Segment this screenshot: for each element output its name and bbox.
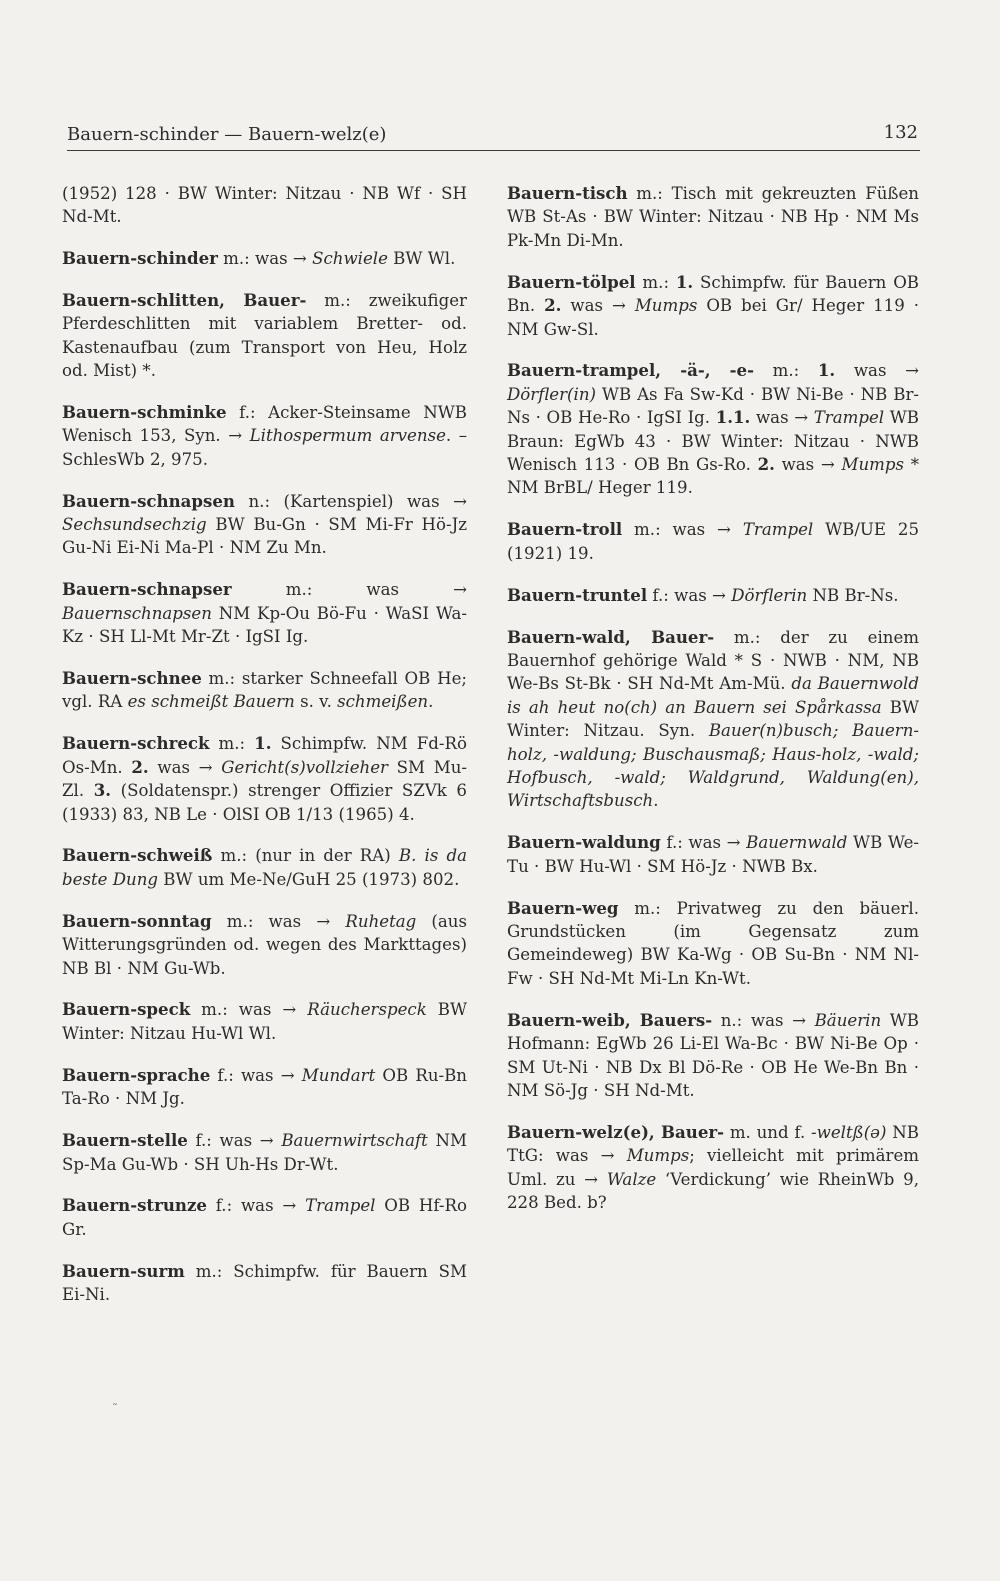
entry-text: Schimpfw. für Bauern OB Bn. — [507, 272, 919, 316]
entry-italic-text: Dörflerin — [731, 585, 808, 605]
entry-headword: Bauern-sprache — [62, 1064, 211, 1085]
entry-headword: Bauern-strunze — [62, 1195, 207, 1216]
entry-headword: 1.1. — [715, 407, 751, 428]
dictionary-entry — [62, 910, 467, 980]
dictionary-entry — [62, 289, 467, 383]
entry-text: m. und f. — [724, 1122, 812, 1142]
entry-text: m.: was → — [211, 911, 346, 931]
entry-text: OB Hf-Ro Gr. — [62, 1196, 467, 1239]
entry-headword: 1. — [254, 733, 272, 754]
entry-text: f.: was → — [660, 833, 747, 853]
entry-text: (1952) 128 · BW Winter: Nitzau · NB Wf · SH Nd-Mt. — [62, 184, 467, 227]
entry-text: m.: Privatweg zu den bäuerl. Grundstücken (im Gegensatz zum Gemeindeweg) BW Ka-Wg · OB Su-Bn · NM Nl-Fw · SH Nd-Mt Mi-Ln Kn-Wt. — [507, 898, 919, 988]
entry-text: OB bei Gr/ Heger 119 · NM Gw-Sl. — [507, 296, 920, 339]
entry-text: NB Br-Ns. — [807, 585, 899, 605]
entry-italic-text: da Bauernwold is ah heut no(ch) an Bauern sei Spårkassa — [507, 674, 919, 717]
entry-text: m.: (nur in der RA) — [212, 846, 399, 866]
entry-italic-text: Lithospermum arvense — [249, 426, 446, 446]
entry-italic-text: Mumps — [841, 455, 905, 475]
entry-italic-text: Bauernschnapsen — [62, 603, 212, 623]
entry-headword: Bauern-schnapsen — [62, 490, 235, 511]
entry-italic-text: Walze — [606, 1169, 657, 1189]
entry-headword: Bauern-truntel — [507, 584, 648, 605]
dictionary-entry — [62, 490, 467, 560]
entry-text: BW Wl. — [387, 248, 456, 268]
entry-italic-text: Bäuerin — [814, 1010, 882, 1030]
page-number: 132 — [883, 122, 918, 143]
dictionary-entry — [507, 897, 919, 991]
entry-italic-text: Bauernwald — [746, 833, 848, 853]
dictionary-entry — [62, 667, 467, 714]
entry-text: WB As Fa Sw-Kd · BW Ni-Be · NB Br-Ns · OB He-Ro · IgSI Ig. — [507, 384, 919, 428]
entry-text: m.: Tisch mit gekreuzten Füßen WB St-As · BW Winter: Nitzau · NB Hp · NM Ms Pk-Mn Di-Mn. — [507, 184, 919, 250]
entry-text: m.: Schimpfw. für Bauern SM Ei-Ni. — [62, 1261, 467, 1305]
entry-italic-text: Sechsundsechzig — [62, 514, 207, 534]
dictionary-entry — [507, 584, 919, 607]
entry-italic-text: es schmeißt Bauern — [127, 692, 295, 712]
entry-text: NB TtG: was → — [507, 1122, 919, 1166]
dictionary-entry — [62, 1064, 467, 1111]
entry-italic-text: Ruhetag — [345, 911, 417, 931]
entry-text: m.: was → — [190, 1000, 308, 1020]
entry-headword: Bauern-weg — [507, 897, 619, 918]
entry-italic-text: Bauernwirtschaft — [281, 1131, 428, 1151]
entry-headword: Bauern-surm — [62, 1260, 185, 1281]
dictionary-entry — [507, 831, 919, 878]
entry-headword: Bauern-weib, Bauers- — [507, 1009, 713, 1030]
entry-text: was → — [774, 455, 842, 475]
entry-text: WB/UE 25 (1921) 19. — [507, 520, 920, 563]
entry-text: n.: was → — [712, 1010, 815, 1030]
entry-text: n.: (Kartenspiel) was → — [235, 491, 467, 511]
dictionary-entry — [62, 1260, 467, 1307]
right-column — [507, 182, 919, 1233]
entry-headword: Bauern-schnee — [62, 668, 202, 688]
entry-text: BW Winter: Nitzau Hu-Wl Wl. — [62, 1000, 467, 1043]
entry-text: WB Hofmann: EgWb 26 Li-El Wa-Bc · BW Ni-Be Op · SM Ut-Ni · NB Dx Bl Dö-Re · OB He We-Bn Bn · NM Sö-Jg · SH Nd-Mt. — [507, 1010, 919, 1100]
entry-italic-text: Gericht(s)vollzieher — [221, 757, 388, 777]
entry-headword: Bauern-waldung — [507, 832, 661, 853]
dictionary-entry — [507, 1009, 919, 1103]
entry-text: NM Kp-Ou Bö-Fu · WaSI Wa-Kz · SH Ll-Mt Mr-Zt · IgSI Ig. — [62, 603, 467, 647]
entry-headword: Bauern-schinder — [62, 247, 218, 268]
dictionary-entry — [62, 998, 467, 1045]
entry-text: m.: was → — [217, 248, 313, 268]
entry-italic-text: B. is da beste Dung — [62, 846, 467, 889]
dictionary-entry — [62, 1194, 467, 1241]
entry-headword: Bauern-schlitten, Bauer- — [62, 289, 307, 310]
dictionary-entry — [62, 578, 467, 648]
entry-italic-text: Trampel — [742, 520, 814, 540]
left-column — [62, 182, 467, 1325]
dictionary-entry — [507, 518, 919, 565]
entry-text: OB Ru-Bn Ta-Ro · NM Jg. — [62, 1065, 467, 1109]
entry-headword: Bauern-troll — [507, 519, 623, 540]
header-title: Bauern-schinder — Bauern-welz(e) — [67, 124, 387, 145]
entry-text: m.: — [635, 272, 676, 292]
entry-text: * NM BrBL/ Heger 119. — [507, 455, 919, 498]
entry-text: m.: starker Schneefall OB He; vgl. RA — [62, 669, 467, 712]
entry-headword: 2. — [131, 756, 149, 777]
dictionary-entry — [507, 271, 919, 341]
entry-headword: Bauern-tölpel — [507, 271, 636, 292]
entry-text: m.: — [753, 361, 818, 381]
entry-italic-text: Mumps — [634, 296, 698, 316]
entry-text: was → — [148, 757, 222, 777]
entry-text: . – SchlesWb 2, 975. — [62, 426, 467, 469]
entry-text: f.: was → — [206, 1196, 306, 1216]
entry-text: (Soldatenspr.) strenger Offizier SZVk 6 (1933) 83, NB Le · OlSI OB 1/13 (1965) 4. — [62, 781, 467, 824]
entry-text: s. v. — [294, 692, 338, 712]
dictionary-entry — [62, 1129, 467, 1176]
dictionary-entry — [62, 732, 467, 826]
entry-text: BW Bu-Gn · SM Mi-Fr Hö-Jz Gu-Ni Ei-Ni Ma-Pl · NM Zu Mn. — [62, 514, 467, 558]
dictionary-entry — [507, 182, 919, 252]
entry-italic-text: Mundart — [301, 1065, 376, 1085]
entry-headword: Bauern-schnapser — [62, 579, 232, 600]
entry-headword: Bauern-wald, Bauer- — [507, 626, 715, 647]
dictionary-entry — [62, 247, 467, 270]
entry-headword: Bauern-schminke — [62, 401, 227, 422]
entry-text: was → — [561, 296, 635, 316]
entry-text: SM Mu-Zl. — [62, 757, 467, 801]
entry-italic-text: Bauer(n)busch; Bauern-holz, -waldung; Buschausmaß; Haus-holz, -wald; Hofbusch, -wald; Waldgrund, Waldung(en), Wirtschaftsbusch — [507, 721, 920, 811]
entry-headword: 2. — [757, 454, 775, 475]
entry-text: NM Sp-Ma Gu-Wb · SH Uh-Hs Dr-Wt. — [62, 1131, 467, 1174]
entry-text: m.: was → — [622, 520, 743, 540]
entry-text: f.: Acker-Steinsame NWB Wenisch 153, Syn. → — [62, 402, 467, 446]
entry-text: m.: — [209, 734, 255, 754]
dictionary-entry — [62, 401, 467, 471]
dictionary-entry — [62, 844, 467, 891]
entry-text: f.: was → — [187, 1131, 282, 1151]
entry-text: f.: was → — [647, 585, 732, 605]
entry-text: m.: der zu einem Bauernhof gehörige Wald * S · NWB · NM, NB We-Bs St-Bk · SH Nd-Mt Am-Mü. — [507, 627, 919, 694]
entry-headword: Bauern-schreck — [62, 733, 210, 754]
entry-text: (aus Witterungsgründen od. wegen des Markttages) NB Bl · NM Gu-Wb. — [62, 911, 467, 978]
dictionary-entry — [62, 182, 467, 229]
entry-headword: 1. — [817, 360, 836, 381]
entry-text: m.: zweikufiger Pferdeschlitten mit variablem Bretter- od. Kastenaufbau (zum Transport von Heu, Holz od. Mist) *. — [62, 290, 467, 380]
entry-italic-text: Schwiele — [312, 248, 388, 268]
entry-italic-text: Dörfler(in) — [507, 384, 596, 404]
entry-text: BW um Me-Ne/GuH 25 (1973) 802. — [158, 869, 460, 889]
entry-headword: 3. — [93, 780, 112, 801]
entry-headword: Bauern-schweiß — [62, 845, 213, 866]
entry-italic-text: Räucherspeck — [307, 1000, 427, 1020]
entry-headword: Bauern-tisch — [507, 183, 628, 203]
entry-headword: Bauern-speck — [62, 999, 191, 1020]
entry-italic-text: schmeißen — [337, 692, 429, 712]
dictionary-entry — [507, 626, 919, 813]
entry-headword: Bauern-trampel, -ä-, -e- — [507, 360, 754, 381]
entry-text: m.: was → — [231, 580, 467, 600]
entry-headword: Bauern-welz(e), Bauer- — [507, 1121, 725, 1142]
entry-text: . — [653, 791, 659, 811]
entry-text: BW Winter: Nitzau. Syn. — [507, 697, 919, 741]
entry-text: ‘Verdickung’ wie RheinWb 9, 228 Bed. b? — [507, 1169, 919, 1213]
entry-headword: Bauern-sonntag — [62, 910, 212, 931]
entry-text: f.: was → — [210, 1065, 302, 1085]
entry-text: was → — [835, 361, 919, 381]
entry-headword: 1. — [675, 271, 694, 292]
entry-text: WB We-Tu · BW Hu-Wl · SM Hö-Jz · NWB Bx. — [507, 833, 920, 876]
entry-italic-text: Trampel — [305, 1196, 376, 1216]
entry-text: WB Braun: EgWb 43 · BW Winter: Nitzau · NWB Wenisch 113 · OB Bn Gs-Ro. — [507, 408, 919, 475]
entry-italic-text: Trampel — [813, 408, 885, 428]
entry-headword: Bauern-stelle — [62, 1130, 188, 1151]
entry-headword: 2. — [544, 295, 562, 316]
running-header — [67, 122, 920, 151]
footer-mark: ˜ — [112, 1402, 118, 1416]
entry-italic-text: Mumps — [626, 1146, 690, 1166]
entry-text: was → — [750, 408, 814, 428]
entry-text: Schimpfw. NM Fd-Rö Os-Mn. — [62, 734, 467, 777]
dictionary-entry — [507, 359, 919, 499]
entry-italic-text: -weltß(ə) — [811, 1122, 887, 1142]
entry-text: ; vielleicht mit primärem Uml. zu → — [507, 1146, 919, 1189]
entry-text: . — [428, 692, 434, 712]
dictionary-entry — [507, 1121, 919, 1215]
